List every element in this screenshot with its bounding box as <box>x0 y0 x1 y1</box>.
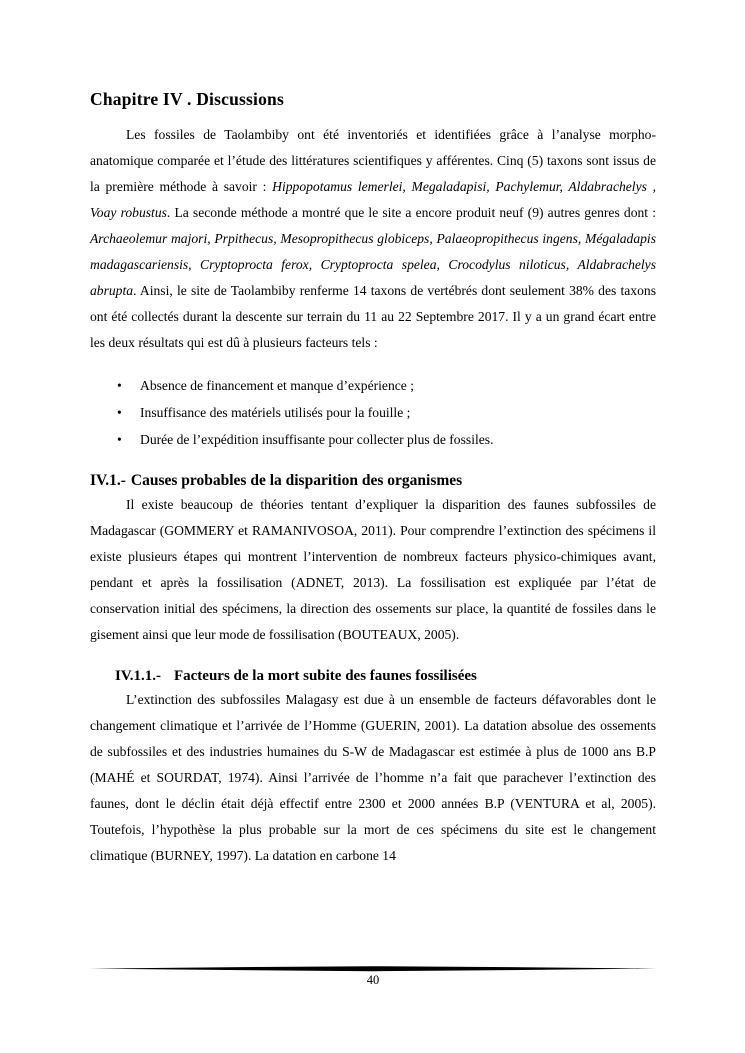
subsection-heading-iv11 <box>115 666 656 687</box>
page-footer <box>90 966 656 988</box>
taxa-list-italic: Archaeolemur majori, Prpithecus, Mesopropithecus globiceps, Palaeopropithecus ingens, Mégaladapis madagascariensis, Cryptoprocta ferox, Cryptoprocta spelea, Crocodylus niloticus, Aldabrachelys abrupta <box>90 231 656 298</box>
page-number: 40 <box>366 973 380 987</box>
section-number: IV.1.- <box>90 472 126 489</box>
subsection-iv11-paragraph: L’extinction des subfossiles Malagasy est due à un ensemble de facteurs défavorables dont le changement climatique et l’arrivée de l’Homme (GUERIN, 2001). La datation absolue des ossements de subfossiles et des industries humaines du S-W de Madagascar est estimée à plus de 1000 ans B.P (MAHÉ et SOURDAT, 1974). Ainsi l’arrivée de l’homme n’a fait que parachever l’extinction des faunes, dont le déclin était déjà effectif entre 2300 et 2000 années B.P (VENTURA et al, 2005). Toutefois, l’hypothèse la plus probable sur la mort de ces spécimens du site est le changement climatique (BURNEY, 1997). La datation en carbone 14 <box>90 692 656 863</box>
list-item: • Durée de l’expédition insuffisante pour collecter plus de fossiles. <box>117 426 656 453</box>
taxa-list-italic: Hippopotamus lemerlei, Megaladapisi, Pachylemur, Aldabrachelys , Voay robustus <box>90 179 656 220</box>
intro-paragraph-segment: Les fossiles de Taolambiby ont été inventoriés et identifiées grâce à l’analyse morpho-anatomique comparée et l’étude des littératures scientifiques y afférentes. Cinq (5) taxons sont issus de la première méthode à savoir : <box>90 127 656 194</box>
intro-paragraph <box>90 122 656 356</box>
chapter-heading: Chapitre IV . Discussions <box>90 89 284 109</box>
section-heading-iv1 <box>90 470 656 492</box>
factors-bullet-list <box>90 372 656 453</box>
subsection-title: Facteurs de la mort subite des faunes fossilisées <box>173 668 477 684</box>
intro-paragraph-segment: . La seconde méthode a montré que le site a encore produit neuf (9) autres genres dont : <box>166 205 657 220</box>
intro-paragraph-segment: . Ainsi, le site de Taolambiby renferme 14 taxons de vertébrés dont seulement 38% des taxons ont été collectés durant la descente sur terrain du 11 au 22 Septembre 2017. Il y a un grand écart entre les deux résultats qui est dû à plusieurs facteurs tels : <box>90 283 656 350</box>
section-title: Causes probables de la disparition des organismes <box>130 472 463 489</box>
list-item: • Absence de financement et manque d’expérience ; <box>117 372 656 399</box>
page-content <box>90 88 656 869</box>
list-item: • Insuffisance des matériels utilisés pour la fouille ; <box>117 399 656 426</box>
section-iv1-paragraph: Il existe beaucoup de théories tentant d’expliquer la disparition des faunes subfossiles de Madagascar (GOMMERY et RAMANIVOSOA, 2011). Pour comprendre l’extinction des spécimens il existe plusieurs étapes qui montrent l’intervention de nombreux facteurs physico-chimiques avant, pendant et après la fossilisation (ADNET, 2013). La fossilisation est expliquée par l’état de conservation initial des spécimens, la direction des ossements sur place, la quantité de fossiles dans le gisement ainsi que leur mode de fossilisation (BOUTEAUX, 2005). <box>90 497 656 642</box>
subsection-number: IV.1.1.- <box>115 668 161 684</box>
